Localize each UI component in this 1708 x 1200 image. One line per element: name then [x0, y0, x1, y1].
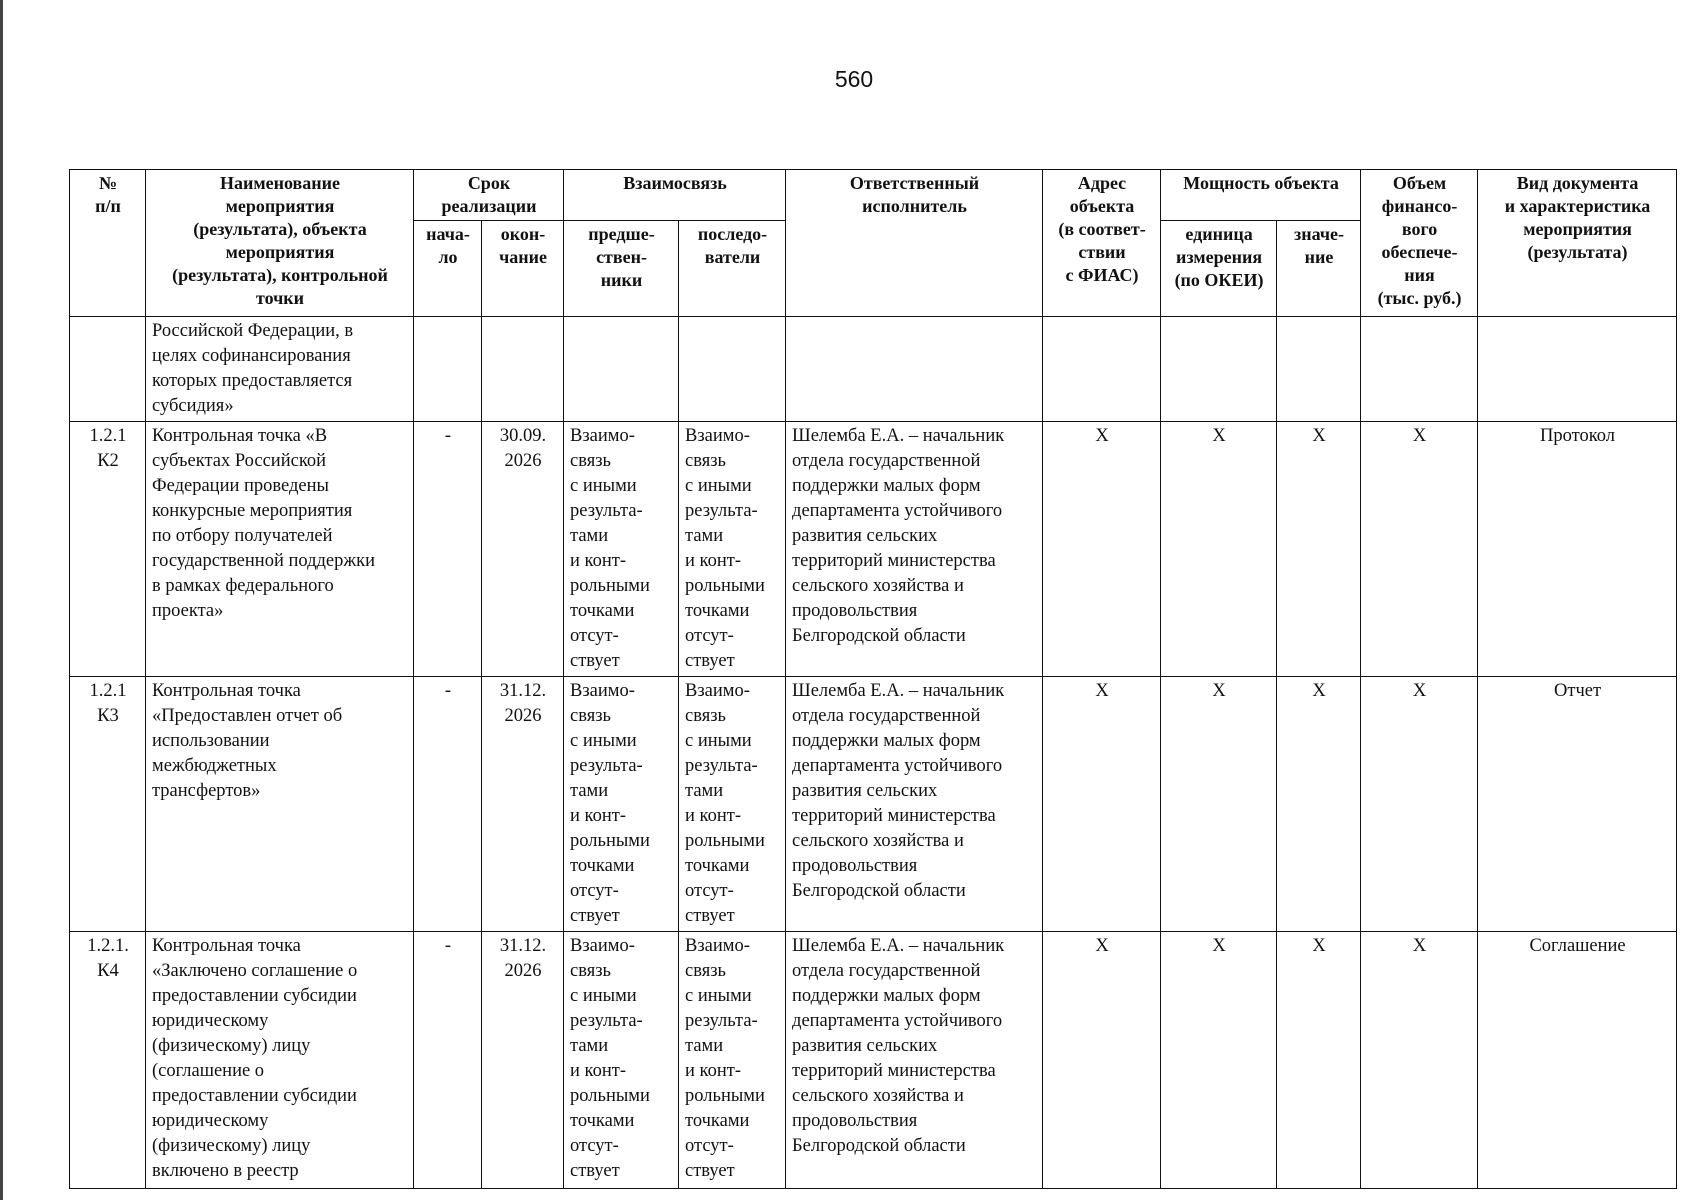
- header-name: Наименование мероприятия (результата), объекта мероприятия (результата), контрольной точки: [146, 170, 414, 317]
- cell-empty: [1478, 317, 1677, 422]
- cell-name: Контрольная точка «Предоставлен отчет об использовании межбюджетных трансфертов»: [146, 677, 414, 932]
- cell-unit: X: [1161, 677, 1277, 932]
- cell-unit: X: [1161, 422, 1277, 677]
- cell-doc: Отчет: [1478, 677, 1677, 932]
- cell-responsible: Шелемба Е.А. – начальник отдела государственной поддержки малых форм департамента устойчивого развития сельских территорий министерства сельского хозяйства и продовольствия Белгородской области: [786, 677, 1043, 932]
- scan-left-edge: [0, 0, 3, 1200]
- cell-empty: [1161, 317, 1277, 422]
- cell-num: 1.2.1 К2: [70, 422, 146, 677]
- cell-empty: [414, 317, 482, 422]
- cell-empty: [1361, 317, 1478, 422]
- header-address: Адрес объекта (в соответ- ствии с ФИАС): [1043, 170, 1161, 317]
- cell-empty: [1277, 317, 1361, 422]
- cell-name: Российской Федерации, в целях софинансирования которых предоставляется субсидия»: [146, 317, 414, 422]
- cell-responsible: Шелемба Е.А. – начальник отдела государственной поддержки малых форм департамента устойчивого развития сельских территорий министерства сельского хозяйства и продовольствия Белгородской области: [786, 932, 1043, 1189]
- cell-address: X: [1043, 422, 1161, 677]
- cell-num: 1.2.1. К4: [70, 932, 146, 1189]
- cell-empty: [786, 317, 1043, 422]
- header-relation: Взаимосвязь: [564, 170, 786, 221]
- cell-name: Контрольная точка «В субъектах Российской Федерации проведены конкурсные мероприятия по отбору получателей государственной поддержки в рамках федерального проекта»: [146, 422, 414, 677]
- cell-num: 1.2.1 К3: [70, 677, 146, 932]
- header-capacity-unit: единица измерения (по ОКЕИ): [1161, 221, 1277, 317]
- header-relation-pred: предше- ствен- ники: [564, 221, 679, 317]
- cell-pred: Взаимо- связь с иными результа- тами и конт- рольными точками отсут- ствует: [564, 677, 679, 932]
- cell-empty: [482, 317, 564, 422]
- header-finance: Объем финансо- вого обеспече- ния (тыс. руб.): [1361, 170, 1478, 317]
- cell-succ: Взаимо- связь с иными результа- тами и конт- рольными точками отсут- ствует: [679, 932, 786, 1189]
- cell-succ: Взаимо- связь с иными результа- тами и конт- рольными точками отсут- ствует: [679, 422, 786, 677]
- header-row-1: [70, 170, 1677, 221]
- header-responsible: Ответственный исполнитель: [786, 170, 1043, 317]
- cell-unit: X: [1161, 932, 1277, 1189]
- plan-table: [69, 169, 1677, 1189]
- cell-value: X: [1277, 422, 1361, 677]
- cell-succ: Взаимо- связь с иными результа- тами и конт- рольными точками отсут- ствует: [679, 677, 786, 932]
- header-term-start: нача- ло: [414, 221, 482, 317]
- cell-finance: X: [1361, 677, 1478, 932]
- cell-value: X: [1277, 677, 1361, 932]
- table-row: [70, 677, 1677, 932]
- cell-finance: X: [1361, 422, 1478, 677]
- cell-address: X: [1043, 932, 1161, 1189]
- cell-empty: [679, 317, 786, 422]
- header-num: № п/п: [70, 170, 146, 317]
- cell-end: 31.12. 2026: [482, 677, 564, 932]
- cell-empty: [1043, 317, 1161, 422]
- cell-end: 30.09. 2026: [482, 422, 564, 677]
- header-doc: Вид документа и характеристика мероприятия (результата): [1478, 170, 1677, 317]
- cell-empty: [70, 317, 146, 422]
- cell-start: -: [414, 677, 482, 932]
- cell-start: -: [414, 932, 482, 1189]
- table-row: [70, 932, 1677, 1189]
- cell-address: X: [1043, 677, 1161, 932]
- cell-name: Контрольная точка «Заключено соглашение о предоставлении субсидии юридическому (физическому) лицу (соглашение о предоставлении субсидии юридическому (физическому) лицу включено в реестр: [146, 932, 414, 1189]
- header-term-end: окон- чание: [482, 221, 564, 317]
- cell-doc: Протокол: [1478, 422, 1677, 677]
- cell-start: -: [414, 422, 482, 677]
- page-number: 560: [834, 66, 874, 92]
- cell-pred: Взаимо- связь с иными результа- тами и конт- рольными точками отсут- ствует: [564, 932, 679, 1189]
- table-row: [70, 422, 1677, 677]
- header-capacity-value: значе- ние: [1277, 221, 1361, 317]
- header-capacity: Мощность объекта: [1161, 170, 1361, 221]
- header-relation-succ: последо- ватели: [679, 221, 786, 317]
- cell-finance: X: [1361, 932, 1478, 1189]
- cell-pred: Взаимо- связь с иными результа- тами и конт- рольными точками отсут- ствует: [564, 422, 679, 677]
- table-row-continuation: [70, 317, 1677, 422]
- cell-responsible: Шелемба Е.А. – начальник отдела государственной поддержки малых форм департамента устойчивого развития сельских территорий министерства сельского хозяйства и продовольствия Белгородской области: [786, 422, 1043, 677]
- cell-doc: Соглашение: [1478, 932, 1677, 1189]
- cell-value: X: [1277, 932, 1361, 1189]
- cell-empty: [564, 317, 679, 422]
- cell-end: 31.12. 2026: [482, 932, 564, 1189]
- header-term: Срок реализации: [414, 170, 564, 221]
